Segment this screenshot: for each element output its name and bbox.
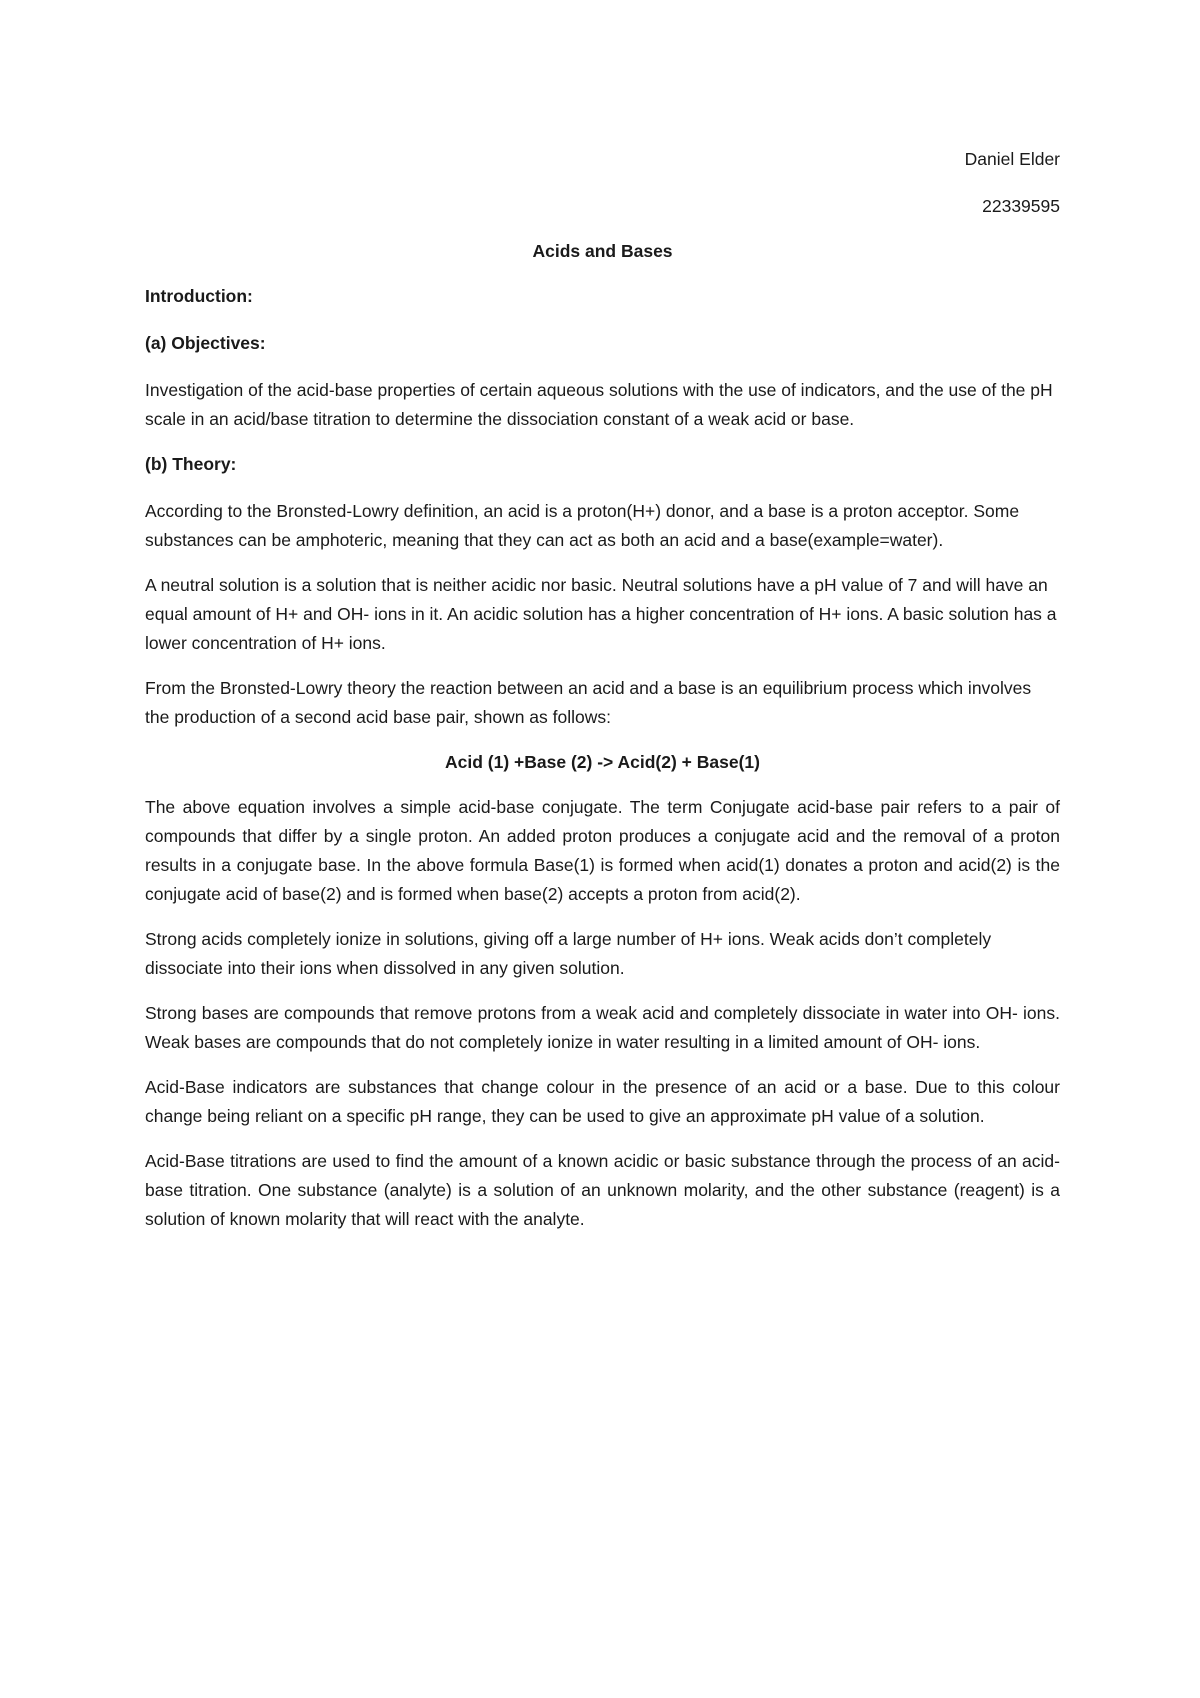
theory-paragraph: The above equation involves a simple acid-base conjugate. The term Conjugate acid-base pair refers to a pair of compounds that differ by a single proton. An added proton produces a conjugate acid and the removal of a proton results in a conjugate base. In the above formula Base(1) is formed when acid(1) donates a proton and acid(2) is the conjugate acid of base(2) and is formed when base(2) accepts a proton from acid(2). [145,797,1060,904]
objectives-heading: (a) Objectives: [145,333,266,353]
theory-paragraph: Strong bases are compounds that remove protons from a weak acid and completely dissociate in water into OH- ions. Weak bases are compounds that do not completely ionize in water resulting in a limited amount of OH- ions. [145,1003,1060,1052]
page-content [145,145,1060,1250]
theory-paragraph: From the Bronsted-Lowry theory the reaction between an acid and a base is an equilibrium process which involves the production of a second acid base pair, shown as follows: [145,678,1032,727]
theory-paragraph: Strong acids completely ionize in solutions, giving off a large number of H+ ions. Weak acids don’t completely dissociate into their ions when dissolved in any given solution. [145,929,992,978]
objectives-paragraph: Investigation of the acid-base properties of certain aqueous solutions with the use of indicators, and the use of the pH scale in an acid/base titration to determine the dissociation constant of a weak acid or base. [145,380,1053,429]
theory-paragraph: According to the Bronsted-Lowry definition, an acid is a proton(H+) donor, and a base is a proton acceptor. Some substances can be amphoteric, meaning that they can act as both an acid and a base(example=water). [145,501,1020,550]
document-title: Acids and Bases [532,241,673,261]
student-id: 22339595 [982,196,1060,216]
theory-heading: (b) Theory: [145,454,237,474]
theory-paragraph: Acid-Base indicators are substances that change colour in the presence of an acid or a base. Due to this colour change being reliant on a specific pH range, they can be used to give an approximate pH value of a solution. [145,1077,1060,1126]
theory-paragraph: Acid-Base titrations are used to find the amount of a known acidic or basic substance through the process of an acid-base titration. One substance (analyte) is a solution of an unknown molarity, and the other substance (reagent) is a solution of known molarity that will react with the analyte. [145,1151,1060,1229]
theory-paragraph: A neutral solution is a solution that is neither acidic nor basic. Neutral solutions have a pH value of 7 and will have an equal amount of H+ and OH- ions in it. An acidic solution has a higher concentration of H+ ions. A basic solution has a lower concentration of H+ ions. [145,575,1057,653]
introduction-heading: Introduction: [145,286,253,306]
acid-base-equation: Acid (1) +Base (2) -> Acid(2) + Base(1) [445,752,760,772]
author-name: Daniel Elder [964,149,1060,169]
